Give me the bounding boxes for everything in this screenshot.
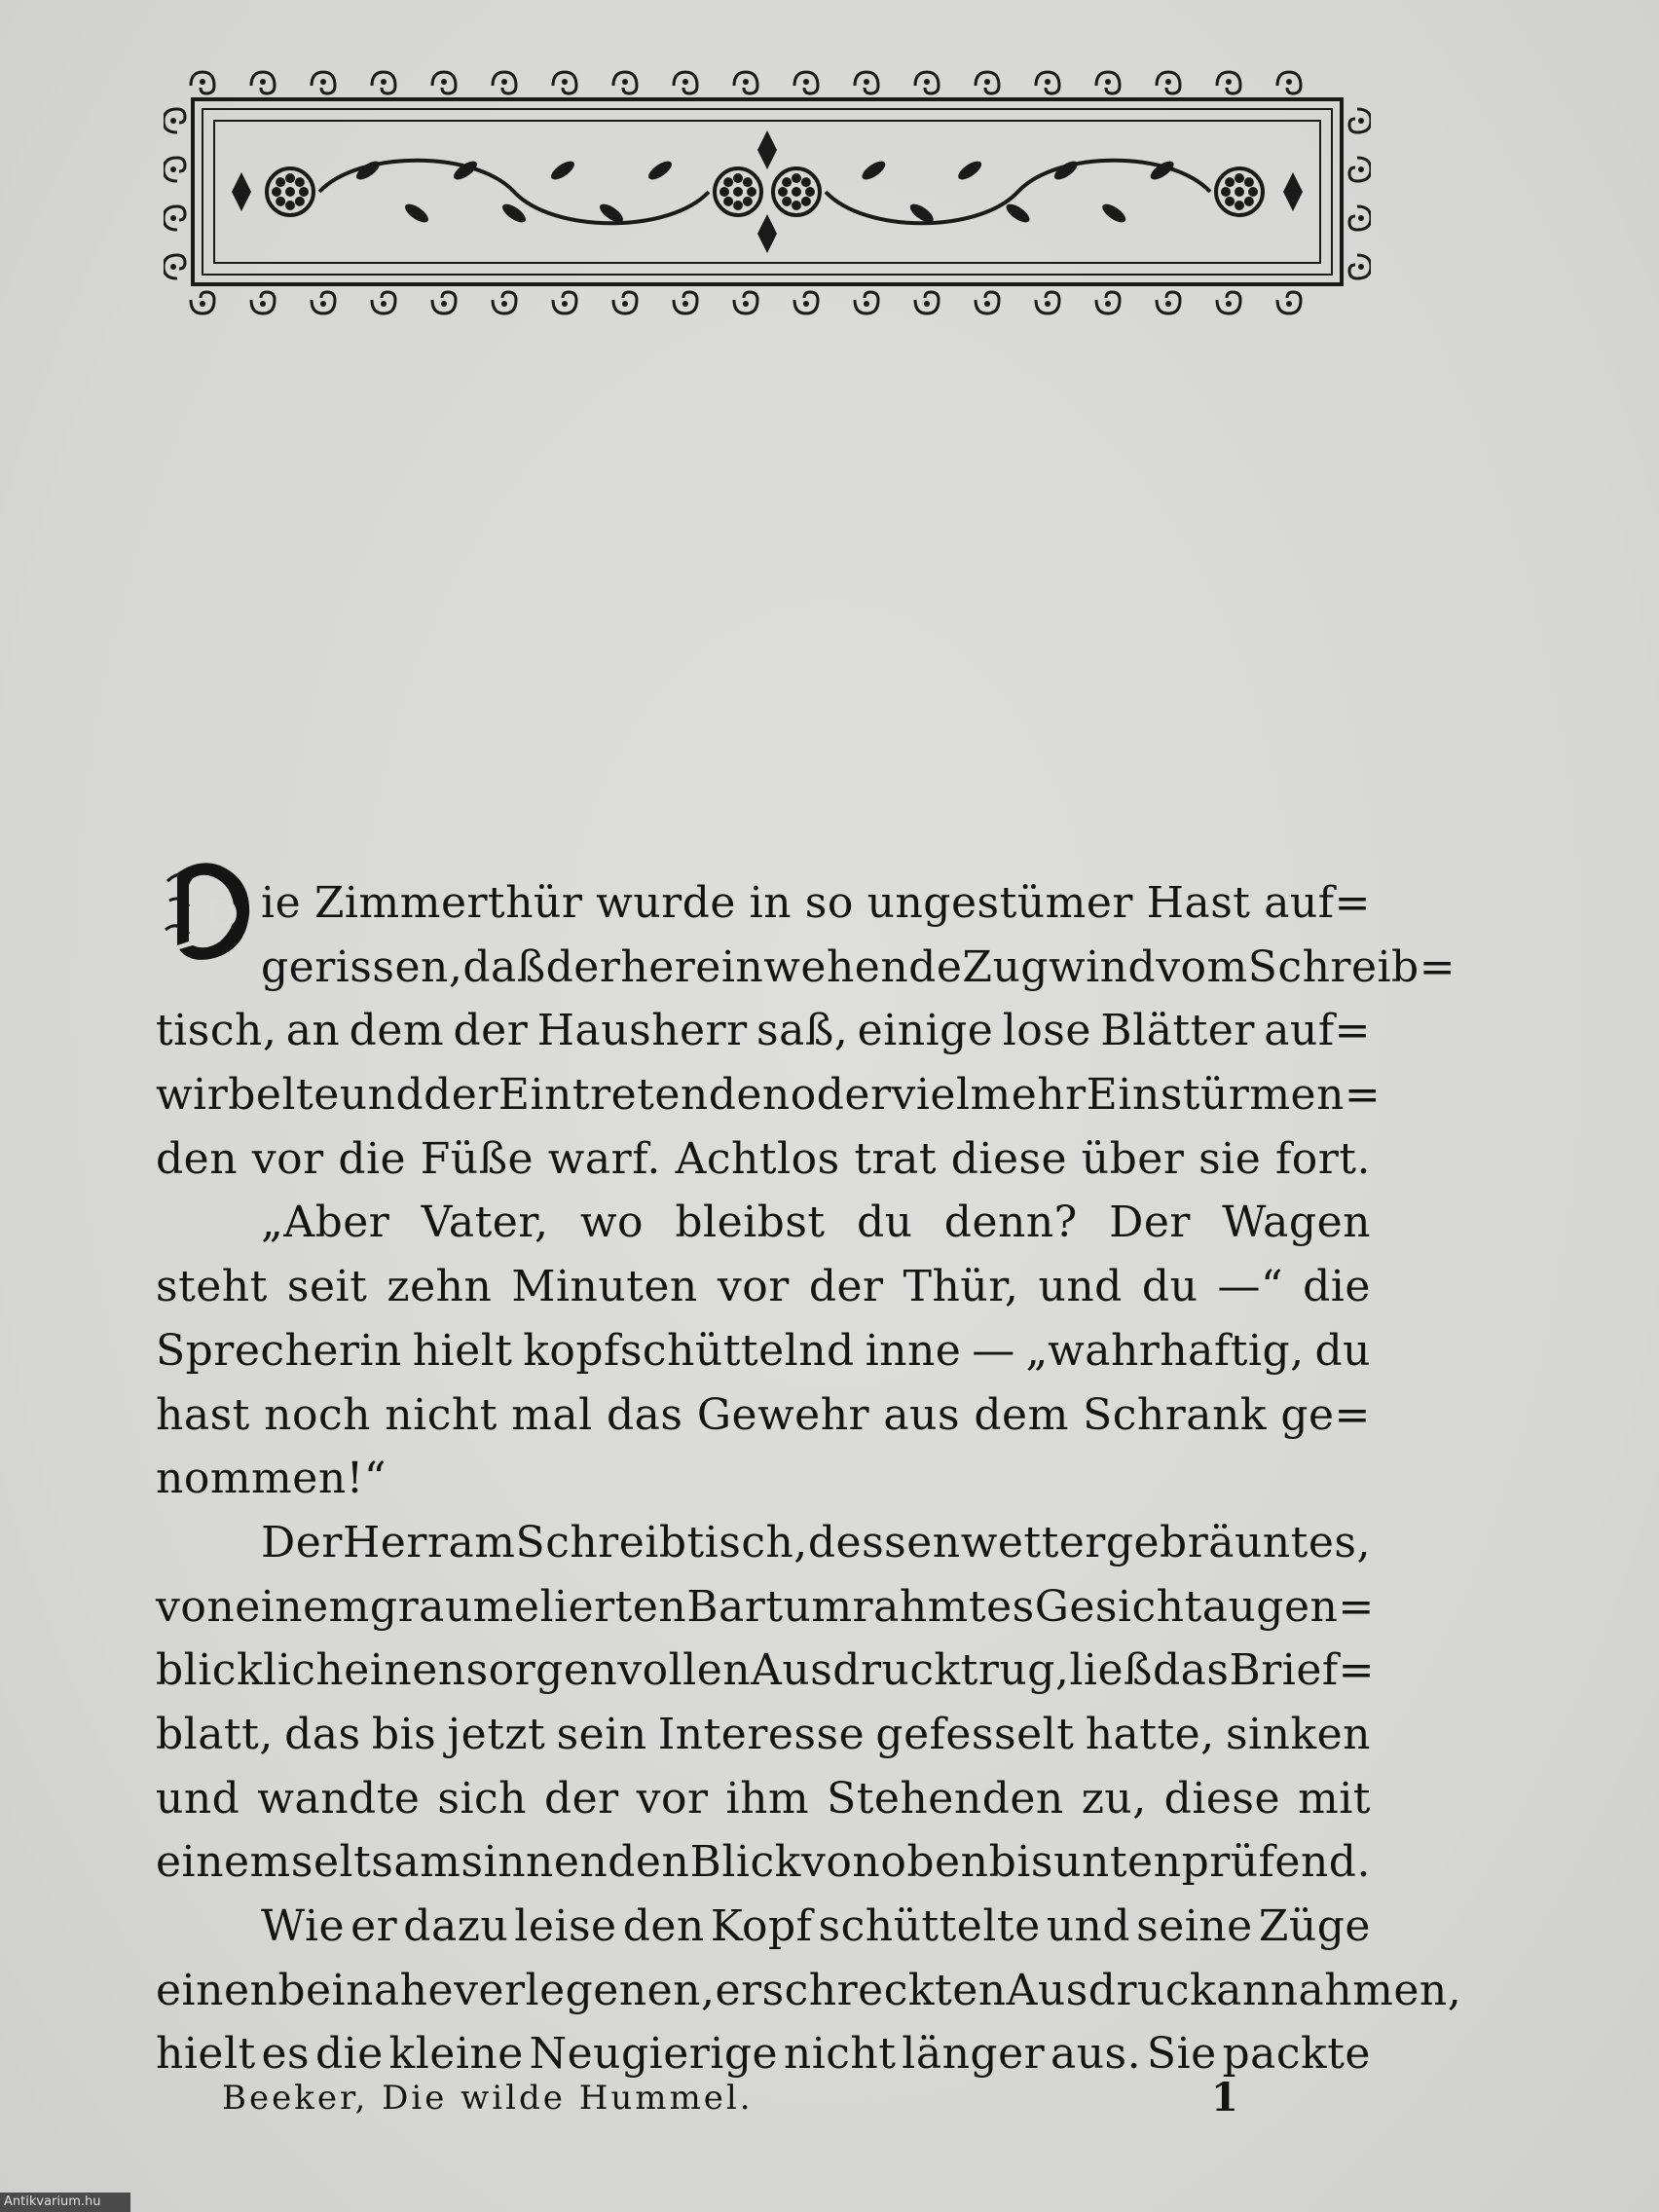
word: seine: [1136, 1901, 1253, 1951]
word: er: [350, 1901, 398, 1951]
word: Hausherr: [536, 1006, 748, 1056]
word: trug,: [960, 1645, 1070, 1696]
word: einige: [857, 1006, 994, 1056]
word: „Aber: [261, 1198, 390, 1248]
word: noch: [264, 1389, 371, 1440]
word: sie: [1198, 1133, 1262, 1184]
word: es: [261, 2029, 311, 2080]
word: packte: [1222, 2029, 1371, 2080]
word: einen: [344, 1645, 466, 1696]
word: auf=: [1264, 1006, 1371, 1056]
text-line: [156, 1959, 1462, 2023]
word: Schreib=: [1247, 941, 1456, 992]
word: prüfend.: [1181, 1837, 1371, 1888]
word: sinnenden: [461, 1837, 690, 1888]
word: du: [856, 1198, 913, 1248]
text-line: [156, 1319, 1371, 1383]
watermark-label: Antikvarium.hu: [0, 2193, 130, 2212]
word: nicht: [385, 1389, 498, 1440]
word: bis: [371, 1709, 437, 1759]
word: der: [543, 1773, 619, 1824]
word: bis: [988, 1837, 1053, 1888]
word: sorgenvollen: [465, 1645, 752, 1696]
word: hatte,: [1085, 1709, 1215, 1759]
word: Minuten: [511, 1262, 698, 1312]
word: oben: [880, 1837, 989, 1888]
word: einen: [156, 1965, 278, 2015]
word: am: [448, 1517, 516, 1567]
word: seit: [286, 1262, 368, 1312]
word: gerissen,: [261, 941, 463, 992]
word: in: [749, 878, 793, 928]
word: Herr: [342, 1517, 449, 1567]
word: steht: [156, 1262, 268, 1312]
word: die: [314, 2029, 384, 2080]
word: über: [1081, 1133, 1185, 1184]
word: inne: [865, 1325, 962, 1376]
word: augen=: [1201, 1581, 1375, 1632]
word: gefesselt: [875, 1709, 1075, 1759]
word: Eintretenden: [498, 1070, 791, 1121]
word: ie: [261, 878, 302, 928]
text-line: [156, 1895, 1371, 1959]
text-line: [156, 1383, 1371, 1448]
word: die: [338, 1133, 407, 1184]
word: von: [156, 1581, 236, 1632]
word: ge=: [1280, 1389, 1371, 1440]
ornamental-header-border: [164, 62, 1371, 320]
word: Gesicht: [1034, 1581, 1202, 1632]
text-line: [156, 1767, 1371, 1831]
word: verlegenen,: [454, 1965, 716, 2015]
word: einem: [156, 1837, 291, 1888]
word: trat: [854, 1133, 938, 1184]
word: den: [622, 1901, 705, 1951]
word: von: [801, 1837, 881, 1888]
word: annahmen,: [1216, 1965, 1462, 2015]
word: hielt: [156, 2029, 256, 2080]
word: kleine: [388, 2029, 524, 2080]
word: warf.: [547, 1133, 661, 1184]
word: diese: [950, 1133, 1068, 1184]
word: der: [808, 1262, 884, 1312]
text-line: [156, 1063, 1382, 1127]
paragraph: [156, 1191, 1371, 1510]
word: auf=: [1264, 878, 1371, 928]
word: denn?: [943, 1198, 1078, 1248]
text-line: [156, 1830, 1371, 1895]
word: oder: [790, 1070, 892, 1121]
word: Ausdruck: [1006, 1965, 1217, 2015]
word: Thür,: [903, 1262, 1019, 1312]
text-line: [156, 1127, 1371, 1192]
word: mit: [1298, 1773, 1371, 1824]
word: blatt,: [156, 1709, 274, 1759]
word: der: [424, 1070, 498, 1121]
text-line: [156, 999, 1371, 1063]
word: Bart: [686, 1581, 784, 1632]
body-text: [156, 871, 1462, 2086]
text-line: [156, 1191, 1371, 1255]
word: wo: [579, 1198, 644, 1248]
word: Schrank: [1083, 1389, 1267, 1440]
word: Ausdruck: [751, 1645, 961, 1696]
word: Sprecherin: [156, 1325, 402, 1376]
word: lose: [1002, 1006, 1091, 1056]
word: vor: [717, 1262, 790, 1312]
word: Schreibtisch,: [515, 1517, 808, 1567]
word: graumelierten: [369, 1581, 687, 1632]
paragraph: [156, 871, 1456, 1191]
word: Füße: [420, 1133, 535, 1184]
word: bleibst: [675, 1198, 826, 1248]
text-line: [156, 1447, 1371, 1511]
word: wurde: [596, 878, 736, 928]
word: leise: [514, 1901, 617, 1951]
word: sich: [437, 1773, 528, 1824]
word: Brief=: [1229, 1645, 1376, 1696]
word: die: [1303, 1262, 1371, 1312]
word: Zugwind: [962, 941, 1157, 992]
word: Kopf: [710, 1901, 813, 1951]
word: Wagen: [1222, 1198, 1371, 1248]
running-title: Beeker, Die wilde Hummel.: [222, 2079, 754, 2118]
text-line: [156, 1255, 1371, 1319]
word: länger: [902, 2029, 1046, 2080]
word: Stehenden: [827, 1773, 1064, 1824]
drop-cap: [160, 852, 261, 969]
word: beinahe: [277, 1965, 455, 2015]
word: aus: [883, 1389, 961, 1440]
word: vielmehr: [891, 1070, 1087, 1121]
word: Sie: [1146, 2029, 1217, 2080]
word: sinken: [1225, 1709, 1371, 1759]
word: Wie: [261, 1901, 346, 1951]
word: aus.: [1050, 2029, 1142, 2080]
word: kopfschüttelnd: [523, 1325, 855, 1376]
word: diese: [1163, 1773, 1281, 1824]
page-number: 1: [1211, 2075, 1238, 2120]
word: zehn: [387, 1262, 493, 1312]
paragraph: [156, 1895, 1462, 2086]
word: hast: [156, 1389, 250, 1440]
word: Hast: [1146, 878, 1251, 928]
word: dem: [974, 1389, 1069, 1440]
word: schüttelte: [818, 1901, 1041, 1951]
word: und: [1038, 1262, 1123, 1312]
word: einem: [235, 1581, 370, 1632]
word: dessen: [807, 1517, 961, 1567]
word: Einstürmen=: [1086, 1070, 1382, 1121]
word: Gewehr: [696, 1389, 870, 1440]
word: mal: [511, 1389, 593, 1440]
word: ihm: [725, 1773, 810, 1824]
word: nicht: [783, 2029, 897, 2080]
word: vom: [1156, 941, 1248, 992]
word: unten: [1053, 1837, 1182, 1888]
word: Züge: [1258, 1901, 1371, 1951]
word: der: [545, 941, 621, 992]
word: vor: [251, 1133, 324, 1184]
word: dazu: [403, 1901, 509, 1951]
word: fort.: [1274, 1133, 1371, 1184]
word: ließ: [1069, 1645, 1153, 1696]
word: und: [339, 1070, 424, 1121]
word: vor: [636, 1773, 709, 1824]
word: tisch,: [156, 1006, 277, 1056]
word: Blätter: [1100, 1006, 1255, 1056]
word: wettergebräuntes,: [960, 1517, 1371, 1567]
word: Neugierige: [529, 2029, 779, 2080]
word: jetzt: [447, 1709, 546, 1759]
page-footer: [222, 2075, 1238, 2127]
word: so: [804, 878, 854, 928]
word: und: [156, 1773, 240, 1824]
word: seltsam: [290, 1837, 461, 1888]
word: hielt: [412, 1325, 513, 1376]
word: dem: [349, 1006, 445, 1056]
text-line: [156, 2022, 1371, 2086]
word: „wahrhaftig,: [1025, 1325, 1305, 1376]
word: umrahmtes: [783, 1581, 1035, 1632]
word: sein: [556, 1709, 647, 1759]
word: wirbelte: [156, 1070, 340, 1121]
text-line: [156, 1639, 1376, 1703]
word: daß: [462, 941, 546, 992]
word: Der: [261, 1517, 343, 1567]
word: Der: [1109, 1198, 1191, 1248]
word: das: [607, 1389, 683, 1440]
word: hereinwehende: [620, 941, 963, 992]
word: du: [1314, 1325, 1371, 1376]
word: —“: [1217, 1262, 1284, 1312]
word: saß,: [756, 1006, 849, 1056]
paragraph: [156, 1511, 1376, 1895]
word: das: [284, 1709, 361, 1759]
word: zu,: [1081, 1773, 1147, 1824]
word: Achtlos: [675, 1133, 840, 1184]
drop-cap-letter: D: [204, 892, 239, 938]
word: Vater,: [421, 1198, 549, 1248]
word: an: [285, 1006, 341, 1056]
word: wandte: [257, 1773, 421, 1824]
word: ungestümer: [866, 878, 1133, 928]
text-line: [156, 1575, 1375, 1640]
word: Zimmerthür: [313, 878, 583, 928]
text-line: [156, 936, 1456, 1000]
word: den: [156, 1133, 239, 1184]
word: Interesse: [657, 1709, 866, 1759]
word: nommen!“: [156, 1454, 387, 1504]
word: Blick: [689, 1837, 801, 1888]
word: das: [1152, 1645, 1230, 1696]
word: und: [1046, 1901, 1131, 1951]
word: du: [1141, 1262, 1198, 1312]
text-line: [156, 1703, 1371, 1767]
text-line: [156, 1511, 1371, 1575]
word: —: [972, 1325, 1015, 1376]
text-line: [156, 871, 1371, 936]
word: der: [453, 1006, 529, 1056]
word: erschreckten: [715, 1965, 1007, 2015]
word: blicklich: [156, 1645, 345, 1696]
